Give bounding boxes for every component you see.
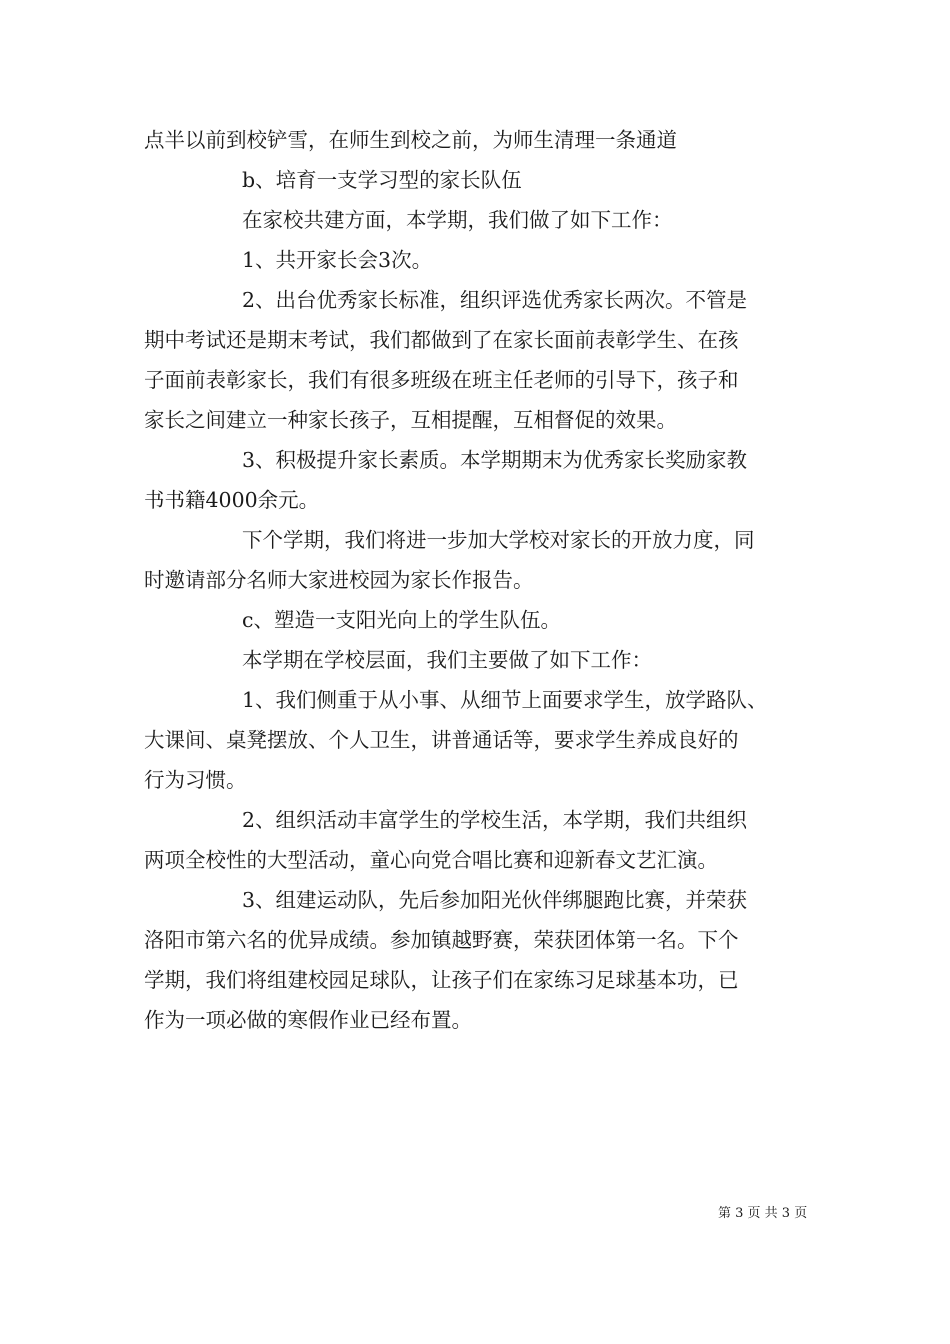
section-heading-c: c、塑造一支阳光向上的学生队伍。 xyxy=(242,608,561,632)
text-line: 点半以前到校铲雪，在师生到校之前，为师生清理一条通道 xyxy=(144,128,677,152)
list-item: 2、出台优秀家长标准，组织评选优秀家长两次。不管是 xyxy=(242,288,748,312)
list-item: 2、组织活动丰富学生的学校生活，本学期，我们共组织 xyxy=(242,808,748,832)
text-line: 行为习惯。 xyxy=(144,768,247,792)
text-line: 洛阳市第六名的优异成绩。参加镇越野赛，荣获团体第一名。下个 xyxy=(144,928,739,952)
text-line: 两项全校性的大型活动，童心向党合唱比赛和迎新春文艺汇演。 xyxy=(144,848,718,872)
paragraph-start: 下个学期，我们将进一步加大学校对家长的开放力度，同 xyxy=(242,528,755,552)
document-body xyxy=(144,120,824,1040)
page-number: 第 3 页 共 3 页 xyxy=(718,1206,808,1221)
text-line: 期中考试还是期末考试，我们都做到了在家长面前表彰学生、在孩 xyxy=(144,328,739,352)
text-line: 作为一项必做的寒假作业已经布置。 xyxy=(144,1008,472,1032)
text-line: 大课间、桌凳摆放、个人卫生，讲普通话等，要求学生养成良好的 xyxy=(144,728,739,752)
text-line: 时邀请部分名师大家进校园为家长作报告。 xyxy=(144,568,534,592)
text-line: 家长之间建立一种家长孩子，互相提醒，互相督促的效果。 xyxy=(144,408,677,432)
text-line: 学期，我们将组建校园足球队，让孩子们在家练习足球基本功，已 xyxy=(144,968,739,992)
paragraph-start: 本学期在学校层面，我们主要做了如下工作： xyxy=(242,648,652,672)
paragraph-start: 在家校共建方面，本学期，我们做了如下工作： xyxy=(242,208,673,232)
list-item: 3、组建运动队，先后参加阳光伙伴绑腿跑比赛，并荣获 xyxy=(242,888,748,912)
list-item: 1、我们侧重于从小事、从细节上面要求学生，放学路队、 xyxy=(242,688,768,712)
list-item: 3、积极提升家长素质。本学期期末为优秀家长奖励家教 xyxy=(242,448,748,472)
section-heading-b: b、培育一支学习型的家长队伍 xyxy=(242,168,522,192)
list-item: 1、共开家长会3次。 xyxy=(242,248,433,272)
text-line: 书书籍4000余元。 xyxy=(144,488,320,512)
text-line: 子面前表彰家长，我们有很多班级在班主任老师的引导下，孩子和 xyxy=(144,368,739,392)
